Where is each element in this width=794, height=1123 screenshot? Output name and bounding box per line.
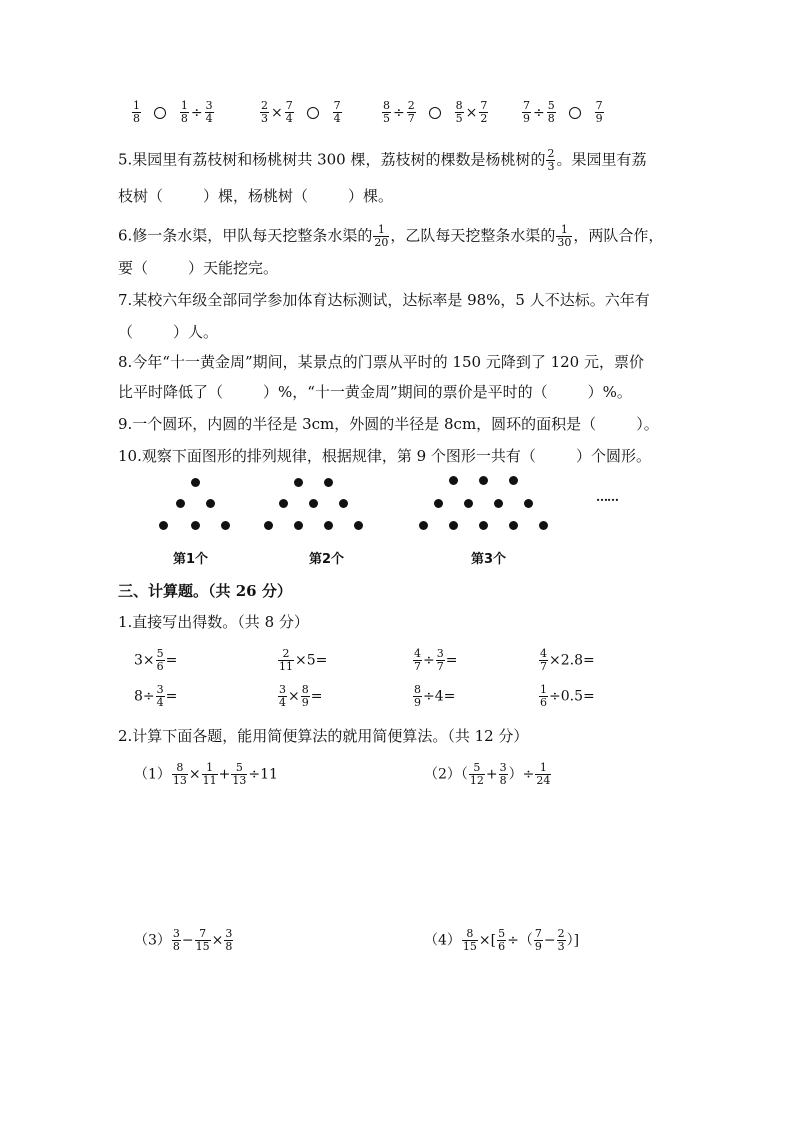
dot-figure-2-circle	[264, 521, 273, 530]
calc-item: $\frac{3}{4}$ × $\frac{8}{9}$ =	[279, 683, 323, 709]
calc-item: $\frac{2}{11}$ ×5=	[279, 647, 328, 673]
calc-item: $\frac{8}{9}$ ÷4=	[414, 683, 456, 709]
q6-line1: 6.修一条水渠，甲队每天挖整条水渠的 $\frac{1}{20}$ ，乙队每天挖整条水渠的 $\frac{1}{30}$ ，两队合作，	[118, 223, 664, 249]
dot-figure-3-circle	[449, 476, 458, 485]
figure-caption-2: 第2个	[309, 552, 345, 567]
fraction: $\frac{5}{8}$	[547, 99, 555, 125]
figure-caption-1: 第1个	[173, 552, 209, 567]
q10-line: 10.观察下面图形的排列规律，根据规律，第 9 个图形一共有（ ）个圆形。	[118, 447, 651, 465]
fraction: $\frac{7}{2}$	[480, 99, 488, 125]
fraction: $\frac{8}{5}$	[455, 99, 463, 125]
compare-d: $\frac{7}{9}$ ÷ $\frac{5}{8}$ $\frac{7}{9}$	[523, 99, 603, 125]
calc-item: $\frac{4}{7}$ ×2.8=	[540, 647, 595, 673]
expression-3: （3） $\frac{3}{8}$ − $\frac{7}{15}$ × $\frac{3}{8}$	[134, 927, 233, 953]
dot-figure-3-circle	[479, 476, 488, 485]
fraction: $\frac{7}{9}$	[523, 99, 530, 125]
fraction: $\frac{7}{4}$	[285, 99, 293, 125]
dot-figure-3-circle	[509, 476, 518, 485]
dot-figure-1-circle	[176, 499, 185, 508]
fraction: $\frac{7}{9}$	[595, 99, 603, 125]
compare-a: $\frac{1}{8}$ $\frac{1}{8}$ ÷ $\frac{3}{4}$	[133, 99, 213, 125]
fraction: $\frac{1}{8}$	[180, 99, 188, 125]
dot-figure-1-circle	[221, 521, 230, 530]
q9-line: 9.一个圆环，内圆的半径是 3cm，外圆的半径是 8cm，圆环的面积是（ ）。	[118, 415, 659, 433]
q8-line2: 比平时降低了（ ）%，“十一黄金周”期间的票价是平时的（ ）%。	[118, 383, 632, 401]
dot-figure-2-circle	[279, 499, 288, 508]
q8-line1: 8.今年“十一黄金周”期间，某景点的门票从平时的 150 元降到了 120 元，票价	[118, 353, 644, 371]
dot-figure-1-circle	[159, 521, 168, 530]
fraction: $\frac{8}{5}$	[383, 99, 390, 125]
dot-figure-3-circle	[434, 499, 443, 508]
expression-4: （4） $\frac{8}{15}$ ×[ $\frac{5}{6}$ ÷（ $\frac{7}{9}$ − $\frac{2}{3}$ ）]	[424, 927, 580, 953]
calc-item: 8÷ $\frac{3}{4}$ =	[134, 683, 178, 709]
dot-figure-3-circle	[419, 521, 428, 530]
dot-figure-2-circle	[294, 521, 303, 530]
calc-item: 3× $\frac{5}{6}$ =	[134, 647, 178, 673]
compare-b: $\frac{2}{3}$ × $\frac{7}{4}$ $\frac{7}{4}$	[261, 99, 341, 125]
calc-item: $\frac{1}{6}$ ÷0.5=	[540, 683, 595, 709]
expression-2: （2）（ $\frac{5}{12}$ + $\frac{3}{8}$ ）÷ $\frac{1}{24}$	[424, 761, 551, 787]
dot-figure-3-circle	[539, 521, 548, 530]
figure-caption-3: 第3个	[471, 552, 507, 567]
dot-figure-1-circle	[191, 521, 200, 530]
dot-figure-3-circle	[449, 521, 458, 530]
fraction: $\frac{2}{3}$	[547, 147, 555, 173]
compare-circle[interactable]	[154, 107, 166, 119]
ellipsis: ……	[596, 490, 618, 504]
expression-1: （1） $\frac{8}{13}$ × $\frac{1}{11}$ + $\frac{5}{13}$ ÷11	[134, 761, 278, 787]
fraction: $\frac{2}{7}$	[407, 99, 415, 125]
section-title: 三、计算题。（共 26 分）	[118, 582, 292, 600]
compare-c: $\frac{8}{5}$ ÷ $\frac{2}{7}$ $\frac{8}{5}$ × $\frac{7}{2}$	[383, 99, 488, 125]
dot-figure-3-circle	[524, 499, 533, 508]
q7-line2: （ ）人。	[118, 323, 219, 341]
dot-figure-1-circle	[206, 499, 215, 508]
dot-figure-2-circle	[309, 499, 318, 508]
fraction: $\frac{3}{4}$	[205, 99, 213, 125]
part1-title: 1.直接写出得数。（共 8 分）	[118, 613, 309, 631]
dot-figure-2-circle	[294, 478, 303, 487]
q6-line2: 要（ ）天能挖完。	[118, 259, 279, 277]
compare-circle[interactable]	[307, 107, 319, 119]
fraction: $\frac{1}{20}$	[374, 223, 389, 249]
dot-figure-2-circle	[324, 521, 333, 530]
dot-figure-1-circle	[191, 478, 200, 487]
dot-figure-2-circle	[339, 499, 348, 508]
dot-figure-3-circle	[494, 499, 503, 508]
dot-figure-2-circle	[324, 478, 333, 487]
fraction: $\frac{7}{4}$	[333, 99, 341, 125]
q7-line1: 7.某校六年级全部同学参加体育达标测试，达标率是 98%，5 人不达标。六年有	[118, 291, 650, 309]
fraction: $\frac{2}{3}$	[261, 99, 268, 125]
fraction: $\frac{1}{8}$	[133, 99, 140, 125]
dot-figure-3-circle	[509, 521, 518, 530]
dot-figure-2-circle	[354, 521, 363, 530]
q5-line2: 枝树（ ）棵，杨桃树（ ）棵。	[118, 187, 394, 205]
compare-circle[interactable]	[429, 107, 441, 119]
q5-line1: 5.果园里有荔枝树和杨桃树共 300 棵，荔枝树的棵数是杨桃树的 $\frac{2}{3}$ 。果园里有荔	[118, 147, 647, 173]
dot-figure-3-circle	[479, 521, 488, 530]
dot-figure-3-circle	[464, 499, 473, 508]
calc-item: $\frac{4}{7}$ ÷ $\frac{3}{7}$ =	[414, 647, 458, 673]
fraction: $\frac{1}{30}$	[557, 223, 572, 249]
part2-title: 2.计算下面各题，能用简便算法的就用简便算法。（共 12 分）	[118, 727, 529, 745]
compare-circle[interactable]	[569, 107, 581, 119]
